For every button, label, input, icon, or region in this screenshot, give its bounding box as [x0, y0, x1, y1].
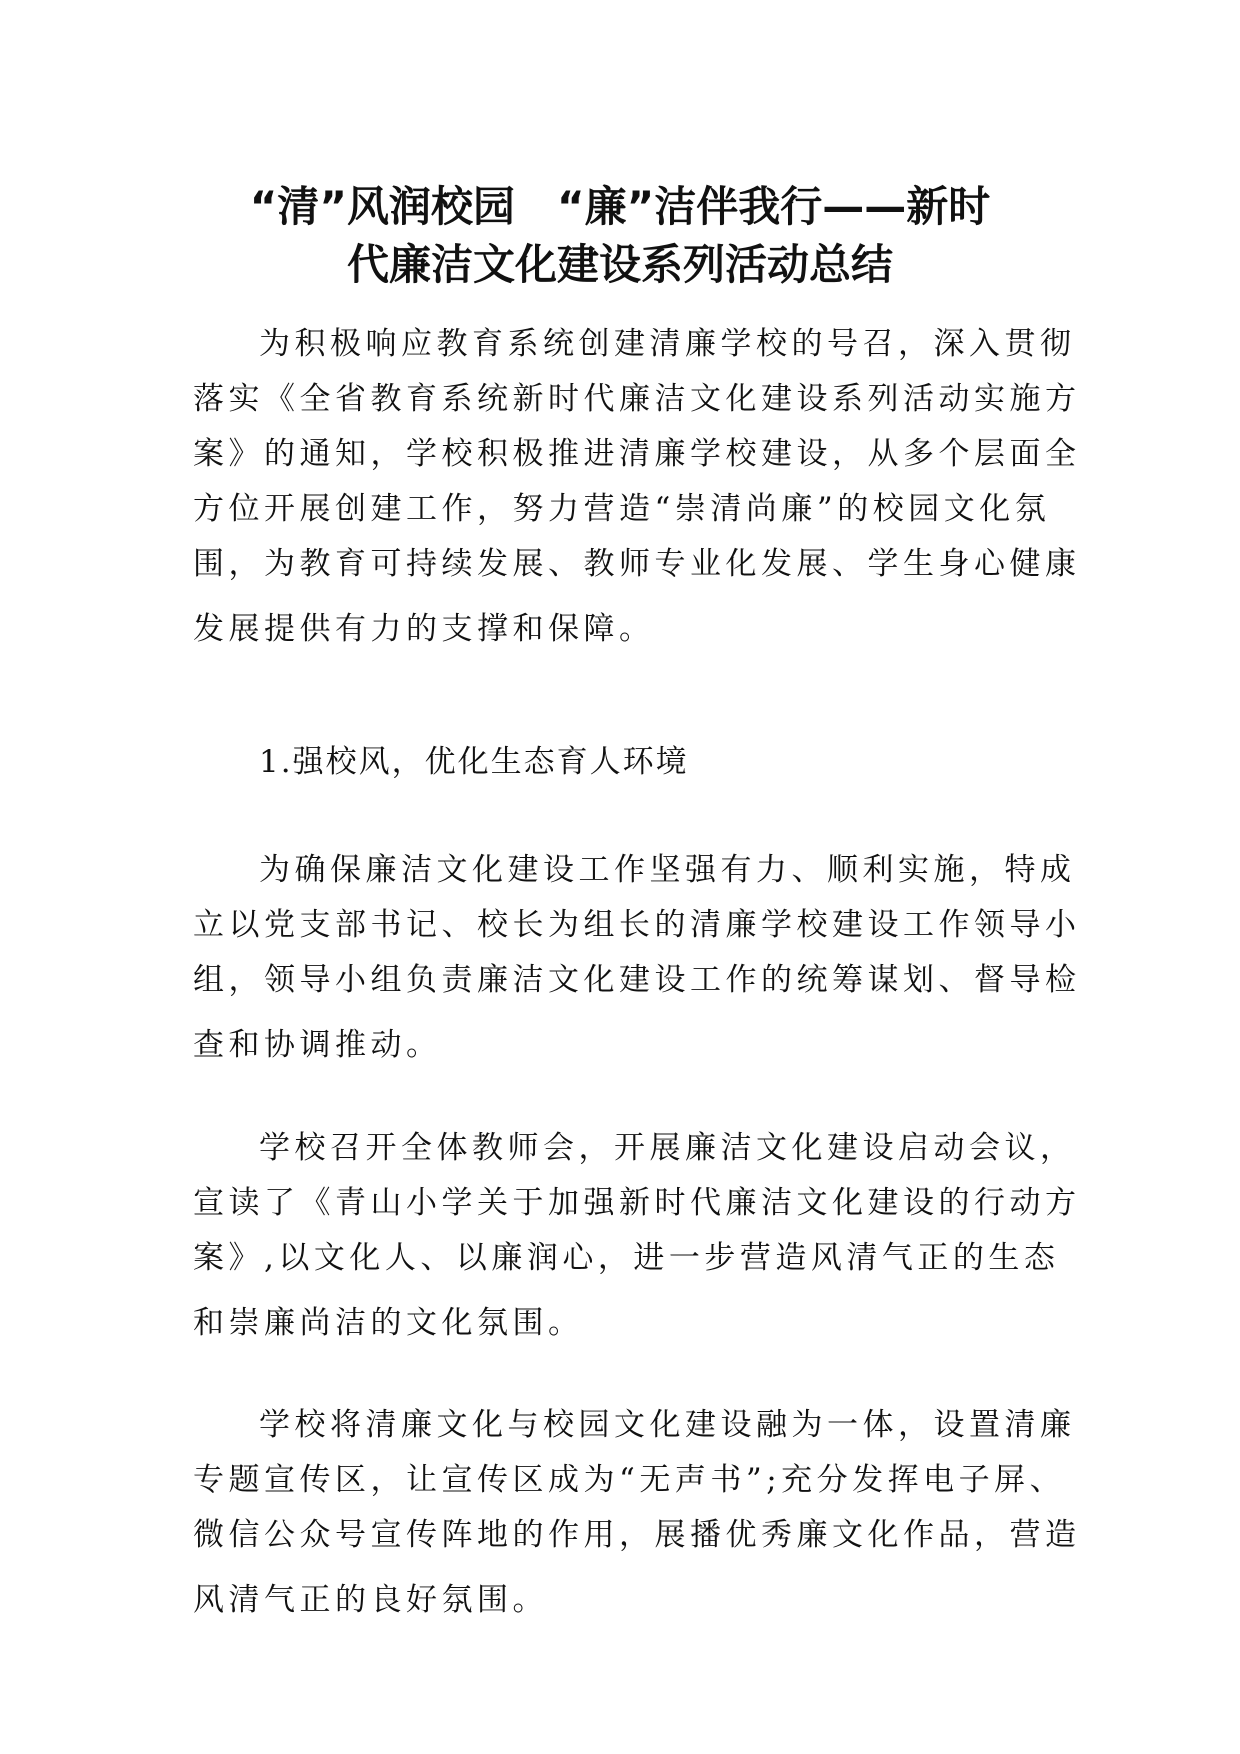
text-line: 立以党支部书记、校长为组长的清廉学校建设工作领导小: [193, 907, 1081, 943]
text-line: 学校召开全体教师会，开展廉洁文化建设启动会议，: [259, 1130, 1076, 1166]
title-line-1: “清”风润校园 “廉”洁伴我行——新时: [249, 182, 991, 231]
text-line: 案》的通知，学校积极推进清廉学校建设，从多个层面全: [193, 436, 1081, 472]
section-heading: 1.强校风，优化生态育人环境: [259, 744, 689, 780]
text-line: 案》,以文化人、以廉润心，进一步营造风清气正的生态: [193, 1240, 1060, 1276]
intro-paragraph: [193, 317, 1081, 657]
text-line: 落实《全省教育系统新时代廉洁文化建设系列活动实施方: [193, 381, 1081, 417]
text-line: 微信公众号宣传阵地的作用，展播优秀廉文化作品，营造: [193, 1517, 1081, 1553]
text-line: 发展提供有力的支撑和保障。: [193, 611, 655, 647]
document-title: [150, 178, 1090, 294]
text-line: 方位开展创建工作，努力营造“崇清尚廉”的校园文化氛: [193, 491, 1051, 527]
paragraph-publicity: [193, 1398, 1081, 1628]
text-line: 围，为教育可持续发展、教师专业化发展、学生身心健康: [193, 546, 1081, 582]
text-line: 组，领导小组负责廉洁文化建设工作的统筹谋划、督导检: [193, 962, 1081, 998]
text-line: 为积极响应教育系统创建清廉学校的号召，深入贯彻: [259, 326, 1076, 362]
text-line: 查和协调推动。: [193, 1027, 442, 1063]
text-line: 专题宣传区，让宣传区成为“无声书”;充分发挥电子屏、: [193, 1462, 1066, 1498]
text-line: 宣读了《青山小学关于加强新时代廉洁文化建设的行动方: [193, 1185, 1081, 1221]
paragraph-leadership: [193, 843, 1081, 1073]
text-line: 和崇廉尚洁的文化氛围。: [193, 1305, 584, 1341]
text-line: 学校将清廉文化与校园文化建设融为一体，设置清廉: [259, 1407, 1076, 1443]
paragraph-meeting: [193, 1121, 1081, 1351]
title-line-2: 代廉洁文化建设系列活动总结: [346, 240, 893, 289]
text-line: 为确保廉洁文化建设工作坚强有力、顺利实施，特成: [259, 852, 1076, 888]
text-line: 风清气正的良好氛围。: [193, 1582, 548, 1618]
